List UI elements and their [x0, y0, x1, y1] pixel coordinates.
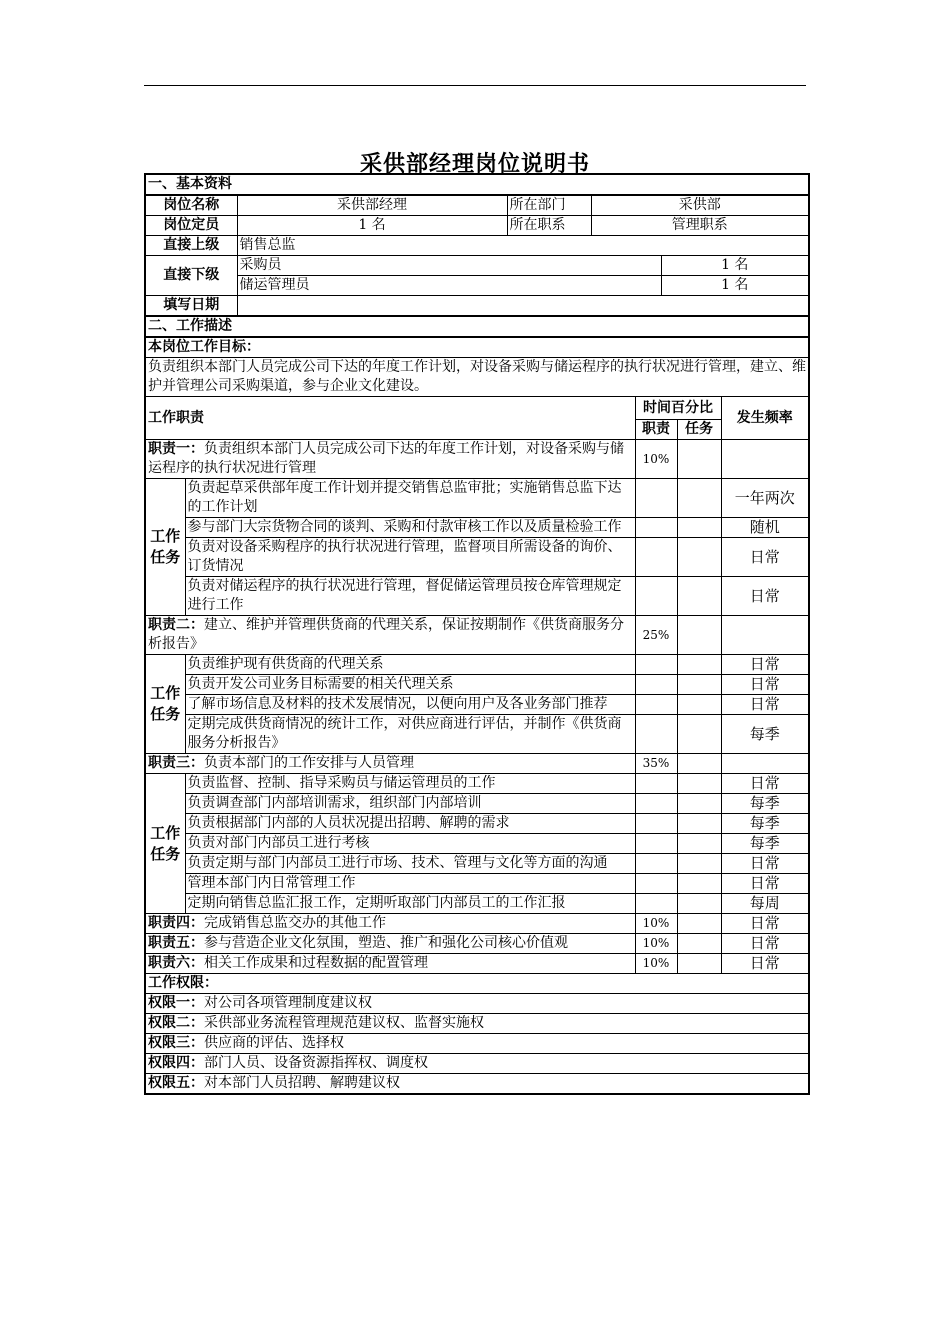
- duty-label: 职责一：: [148, 441, 204, 457]
- task-duty-pct: [635, 834, 677, 854]
- authority-label: 权限一：: [148, 995, 204, 1011]
- col-time-task-header: 任务: [677, 420, 721, 440]
- basic-info-table: [144, 173, 810, 316]
- duty-description: 负责本部门的工作安排与人员管理: [204, 755, 414, 771]
- col-time-header: 时间百分比: [635, 397, 721, 420]
- task-duty-pct: [635, 675, 677, 695]
- authority-row: [145, 1074, 809, 1095]
- section2-heading: 二、工作描述: [145, 316, 809, 337]
- authority-label: 权限四：: [148, 1055, 204, 1071]
- task-task-pct: [677, 479, 721, 518]
- task-duty-pct: [635, 479, 677, 518]
- task-freq: 日常: [721, 854, 809, 874]
- superior-label: 直接上级: [145, 236, 237, 256]
- authority-row: [145, 1034, 809, 1054]
- task-row: [145, 715, 809, 754]
- task-pct: [677, 954, 721, 974]
- task-freq: 随机: [721, 518, 809, 538]
- task-task-pct: [677, 655, 721, 675]
- task-row: [145, 894, 809, 914]
- duty-description: 负责组织本部门人员完成公司下达的年度工作计划，对设备采购与储运程序的执行状况进行管理: [148, 441, 624, 476]
- task-duty-pct: [635, 874, 677, 894]
- subordinate-name: 储运管理员: [237, 276, 661, 296]
- task-duty-pct: [635, 538, 677, 577]
- task-duty-pct: [635, 894, 677, 914]
- header-rule: [144, 85, 806, 86]
- task-duty-pct: [635, 794, 677, 814]
- duty-row: [145, 934, 809, 954]
- duty-text: [145, 914, 635, 934]
- task-row: [145, 675, 809, 695]
- task-row: [145, 874, 809, 894]
- authority-description: 对本部门人员招聘、解聘建议权: [204, 1075, 400, 1091]
- authority-rows: [145, 994, 809, 1095]
- task-freq: 每季: [721, 794, 809, 814]
- task-row: [145, 794, 809, 814]
- task-task-pct: [677, 894, 721, 914]
- duty-pct: 10%: [635, 914, 677, 934]
- task-duty-pct: [635, 854, 677, 874]
- work-description-table: [144, 315, 810, 1095]
- dept-value: 采供部: [591, 195, 809, 216]
- task-text: 负责维护现有供货商的代理关系: [185, 655, 635, 675]
- task-pct: [677, 754, 721, 774]
- task-text: 负责监督、控制、指导采购员与储运管理员的工作: [185, 774, 635, 794]
- duty-freq: 日常: [721, 914, 809, 934]
- duty-row: [145, 440, 809, 479]
- task-row: [145, 814, 809, 834]
- subordinate-count: 1 名: [661, 276, 809, 296]
- authority-description: 采供部业务流程管理规范建议权、监督实施权: [204, 1015, 484, 1031]
- duty-description: 完成销售总监交办的其他工作: [204, 915, 386, 931]
- task-duty-pct: [635, 774, 677, 794]
- task-row: [145, 479, 809, 518]
- task-pct: [677, 616, 721, 655]
- authority-label: 权限二：: [148, 1015, 204, 1031]
- authority-row: [145, 1014, 809, 1034]
- task-row: [145, 577, 809, 616]
- task-freq: 日常: [721, 577, 809, 616]
- duty-pct: 10%: [635, 934, 677, 954]
- duty-text: [145, 954, 635, 974]
- task-duty-pct: [635, 715, 677, 754]
- task-text: 定期完成供货商情况的统计工作，对供应商进行评估，并制作《供货商服务分析报告》: [185, 715, 635, 754]
- task-task-pct: [677, 518, 721, 538]
- task-duty-pct: [635, 695, 677, 715]
- authority-description: 对公司各项管理制度建议权: [204, 995, 372, 1011]
- duty-freq: 日常: [721, 934, 809, 954]
- task-duty-pct: [635, 814, 677, 834]
- task-task-pct: [677, 874, 721, 894]
- task-task-pct: [677, 814, 721, 834]
- dept-label: 所在部门: [507, 195, 591, 216]
- task-row: [145, 538, 809, 577]
- duty-text: [145, 616, 635, 655]
- task-freq: 一年两次: [721, 479, 809, 518]
- task-row: [145, 854, 809, 874]
- task-freq: 日常: [721, 695, 809, 715]
- task-task-pct: [677, 675, 721, 695]
- authority-text: [145, 1034, 809, 1054]
- authority-text: [145, 994, 809, 1014]
- authority-text: [145, 1054, 809, 1074]
- duty-text: [145, 754, 635, 774]
- duty-text: [145, 440, 635, 479]
- duty-row: [145, 914, 809, 934]
- authority-description: 供应商的评估、选择权: [204, 1035, 344, 1051]
- duty-freq: [721, 754, 809, 774]
- task-row: [145, 774, 809, 794]
- task-group-label: 工作任务: [145, 655, 185, 754]
- subordinate-name: 采购员: [237, 256, 661, 276]
- task-text: 负责起草采供部年度工作计划并提交销售总监审批；实施销售总监下达的工作计划: [185, 479, 635, 518]
- task-task-pct: [677, 774, 721, 794]
- task-text: 定期向销售总监汇报工作，定期听取部门内部员工的工作汇报: [185, 894, 635, 914]
- duty-freq: 日常: [721, 954, 809, 974]
- duty-label: 职责四：: [148, 915, 204, 931]
- job-family-label: 所在职系: [507, 216, 591, 236]
- task-text: 负责根据部门内部的人员状况提出招聘、解聘的需求: [185, 814, 635, 834]
- task-row: [145, 655, 809, 675]
- task-task-pct: [677, 794, 721, 814]
- task-text: 负责对设备采购程序的执行状况进行管理，监督项目所需设备的询价、订货情况: [185, 538, 635, 577]
- date-label: 填写日期: [145, 296, 237, 316]
- duty-label: 职责五：: [148, 935, 204, 951]
- task-text: 负责定期与部门内部员工进行市场、技术、管理与文化等方面的沟通: [185, 854, 635, 874]
- task-freq: 每周: [721, 894, 809, 914]
- task-duty-pct: [635, 518, 677, 538]
- headcount-label: 岗位定员: [145, 216, 237, 236]
- authority-text: [145, 1074, 809, 1095]
- headcount-value: 1 名: [237, 216, 507, 236]
- task-task-pct: [677, 577, 721, 616]
- task-freq: 日常: [721, 675, 809, 695]
- duty-freq: [721, 616, 809, 655]
- authority-text: [145, 1014, 809, 1034]
- subordinate-label: 直接下级: [145, 256, 237, 296]
- task-freq: 每季: [721, 834, 809, 854]
- task-text: 参与部门大宗货物合同的谈判、采购和付款审核工作以及质量检验工作: [185, 518, 635, 538]
- goal-label: 本岗位工作目标：: [145, 337, 809, 358]
- task-task-pct: [677, 695, 721, 715]
- task-duty-pct: [635, 577, 677, 616]
- duty-rows: [145, 440, 809, 974]
- duty-pct: 25%: [635, 616, 677, 655]
- page-title: 采供部经理岗位说明书: [359, 151, 590, 177]
- authority-row: [145, 1054, 809, 1074]
- authority-label: 权限三：: [148, 1035, 204, 1051]
- task-freq: 每季: [721, 814, 809, 834]
- duty-freq: [721, 440, 809, 479]
- duty-text: [145, 934, 635, 954]
- authority-label: 工作权限：: [145, 974, 809, 994]
- authority-row: [145, 994, 809, 1014]
- duty-row: [145, 954, 809, 974]
- col-freq-header: 发生频率: [721, 397, 809, 440]
- task-text: 负责调查部门内部培训需求，组织部门内部培训: [185, 794, 635, 814]
- task-task-pct: [677, 538, 721, 577]
- task-row: [145, 518, 809, 538]
- duty-description: 参与营造企业文化氛围，塑造、推广和强化公司核心价值观: [204, 935, 568, 951]
- task-pct: [677, 914, 721, 934]
- duty-label: 职责六：: [148, 955, 204, 971]
- task-task-pct: [677, 834, 721, 854]
- duty-label: 职责二：: [148, 617, 204, 633]
- duty-row: [145, 616, 809, 655]
- task-text: 负责对储运程序的执行状况进行管理，督促储运管理员按仓库管理规定进行工作: [185, 577, 635, 616]
- task-pct: [677, 440, 721, 479]
- task-text: 了解市场信息及材料的技术发展情况，以便向用户及各业务部门推荐: [185, 695, 635, 715]
- duty-row: [145, 754, 809, 774]
- authority-description: 部门人员、设备资源指挥权、调度权: [204, 1055, 428, 1071]
- task-text: 管理本部门内日常管理工作: [185, 874, 635, 894]
- col-duty-header: 工作职责: [145, 397, 635, 440]
- duty-label: 职责三：: [148, 755, 204, 771]
- task-group-label: 工作任务: [145, 479, 185, 616]
- position-name-value: 采供部经理: [237, 195, 507, 216]
- task-freq: 日常: [721, 538, 809, 577]
- task-text: 负责对部门内部员工进行考核: [185, 834, 635, 854]
- task-duty-pct: [635, 655, 677, 675]
- task-row: [145, 834, 809, 854]
- task-freq: 日常: [721, 874, 809, 894]
- job-description-document: [144, 173, 808, 1095]
- task-freq: 每季: [721, 715, 809, 754]
- superior-value: 销售总监: [237, 236, 809, 256]
- task-freq: 日常: [721, 655, 809, 675]
- duty-description: 相关工作成果和过程数据的配置管理: [204, 955, 428, 971]
- task-text: 负责开发公司业务目标需要的相关代理关系: [185, 675, 635, 695]
- task-group-label: 工作任务: [145, 774, 185, 914]
- task-task-pct: [677, 715, 721, 754]
- authority-label: 权限五：: [148, 1075, 204, 1091]
- duty-description: 建立、维护并管理供货商的代理关系，保证按期制作《供货商服务分析报告》: [148, 617, 624, 652]
- task-task-pct: [677, 854, 721, 874]
- position-name-label: 岗位名称: [145, 195, 237, 216]
- duty-pct: 10%: [635, 954, 677, 974]
- section1-heading: 一、基本资料: [145, 174, 809, 195]
- task-row: [145, 695, 809, 715]
- job-family-value: 管理职系: [591, 216, 809, 236]
- date-value: [237, 296, 809, 316]
- duty-pct: 35%: [635, 754, 677, 774]
- goal-text: 负责组织本部门人员完成公司下达的年度工作计划，对设备采购与储运程序的执行状况进行管理，建立、维护并管理公司采购渠道，参与企业文化建设。: [145, 358, 809, 397]
- duty-pct: 10%: [635, 440, 677, 479]
- subordinate-count: 1 名: [661, 256, 809, 276]
- task-pct: [677, 934, 721, 954]
- col-time-duty-header: 职责: [635, 420, 677, 440]
- task-freq: 日常: [721, 774, 809, 794]
